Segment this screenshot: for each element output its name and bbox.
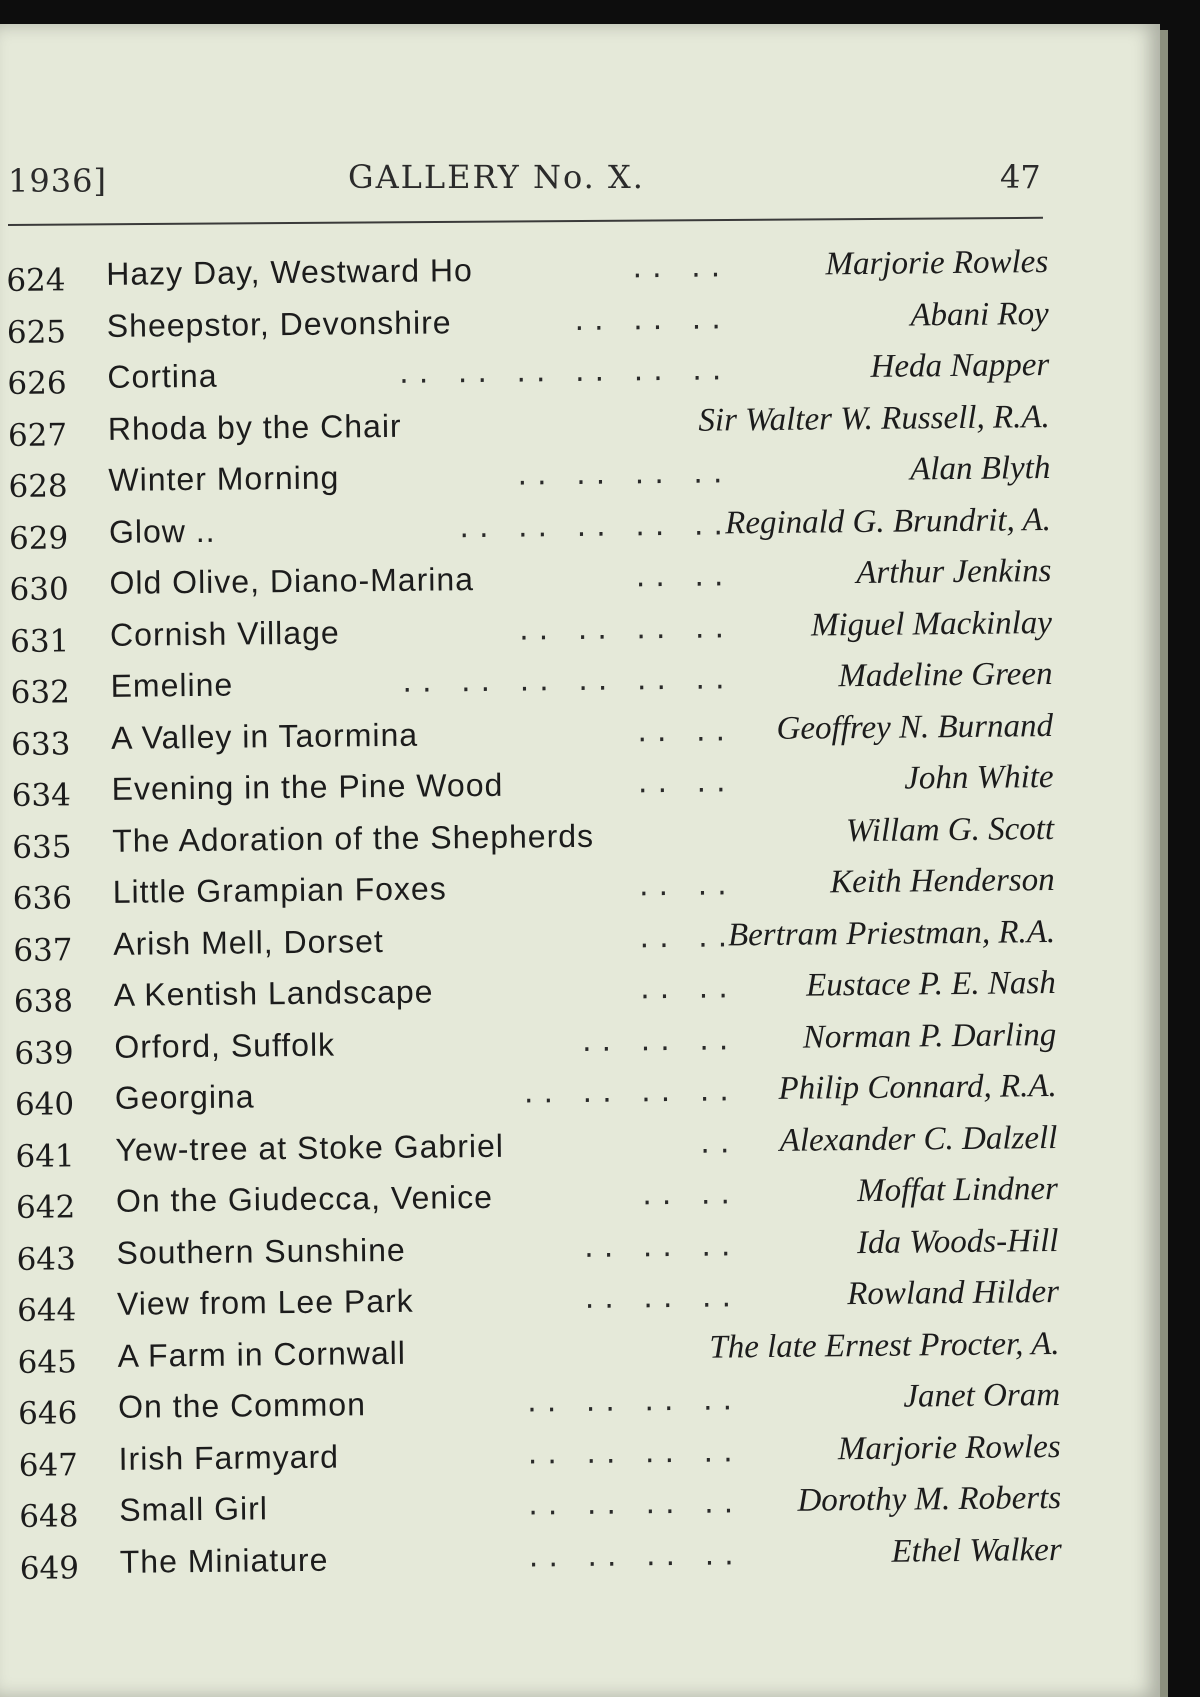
entry-title: Orford, Suffolk: [114, 1026, 336, 1065]
entry-number: 637: [13, 931, 73, 969]
entry-title: Evening in the Pine Wood: [111, 766, 504, 807]
entry-number: 626: [7, 365, 67, 402]
entry-leader-dots: .. .. ..: [584, 1279, 742, 1316]
entry-title: Winter Morning: [108, 459, 340, 498]
entry-leader-dots: .. .. .. .. .. ..: [399, 352, 732, 391]
entry-title: A Farm in Cornwall: [117, 1334, 407, 1374]
entry-title: Arish Mell, Dorset: [113, 922, 384, 962]
entry-artist: Moffat Lindner: [856, 1170, 1059, 1210]
entry-artist: Geoffrey N. Burnand: [776, 707, 1054, 747]
entry-artist: Janet Oram: [903, 1376, 1061, 1415]
entry-artist: The late Ernest Procter, A.: [709, 1325, 1060, 1366]
entry-leader-dots: .. .. .. ..: [527, 1433, 743, 1472]
entry-leader-dots: .. .. .. ..: [528, 1536, 744, 1575]
entry-leader-dots: .. ..: [642, 1176, 741, 1213]
entry-leader-dots: .. .. ..: [584, 1227, 741, 1265]
entry-artist: Rowland Hilder: [847, 1273, 1060, 1313]
entry-artist: Abani Roy: [910, 295, 1049, 333]
entry-number: 643: [16, 1240, 76, 1278]
entry-leader-dots: .. ..: [639, 918, 738, 955]
entry-title: On the Giudecca, Venice: [115, 1178, 494, 1219]
entry-leader-dots: .. ..: [637, 712, 736, 749]
entry-leader-dots: .. .. .. ..: [523, 1073, 740, 1111]
entry-title: The Miniature: [119, 1541, 329, 1580]
entry-leader-dots: .. .. .. .. ..: [459, 506, 734, 545]
entry-title: Old Olive, Diano-Marina: [109, 561, 475, 601]
entry-artist: John White: [904, 758, 1054, 797]
entry-title: Little Grampian Foxes: [112, 870, 447, 910]
entry-artist: Madeline Green: [838, 656, 1053, 695]
entry-leader-dots: .. .. .. .. .. ..: [402, 661, 735, 700]
page-edge: [1160, 30, 1168, 1697]
entry-artist: Keith Henderson: [829, 861, 1055, 901]
entry-number: 631: [9, 622, 70, 660]
entry-number: 639: [14, 1034, 74, 1072]
entry-number: 629: [8, 519, 69, 557]
header-title: GALLERY No. X.: [348, 158, 645, 196]
entry-number: 645: [17, 1343, 78, 1381]
entry-leader-dots: .. ..: [639, 970, 738, 1007]
entry-leader-dots: .. .. .. ..: [527, 1382, 743, 1420]
entry-leader-dots: .. .. ..: [581, 1021, 739, 1059]
entry-title: Irish Farmyard: [118, 1438, 340, 1477]
entry-list: [0, 237, 1174, 1588]
entry-number: 635: [12, 828, 72, 866]
entry-number: 647: [18, 1446, 79, 1484]
list-item: [13, 1524, 1173, 1588]
entry-artist: Marjorie Rowles: [837, 1428, 1061, 1467]
entry-number: 640: [14, 1086, 75, 1123]
entry-title: Rhoda by the Chair: [107, 407, 402, 447]
entry-artist: Ida Woods-Hill: [856, 1222, 1059, 1261]
entry-title: The Adoration of the Shepherds: [112, 817, 595, 859]
entry-leader-dots: .. .. .. ..: [517, 455, 733, 493]
entry-number: 644: [16, 1292, 77, 1329]
entry-number: 638: [13, 983, 74, 1020]
entry-title: Yew-tree at Stoke Gabriel: [115, 1127, 505, 1168]
entry-leader-dots: .. .. ..: [574, 300, 731, 338]
entry-title: Georgina: [114, 1078, 255, 1116]
entry-number: 633: [10, 725, 71, 763]
page-header: [0, 144, 1160, 204]
header-year: 1936]: [8, 162, 107, 200]
entry-artist: Philip Connard, R.A.: [778, 1067, 1058, 1107]
entry-number: 646: [18, 1395, 78, 1432]
entry-number: 627: [7, 416, 68, 454]
entry-title: Cortina: [107, 357, 218, 395]
entry-leader-dots: .. ..: [635, 558, 734, 595]
entry-artist: Heda Napper: [870, 347, 1050, 385]
entry-leader-dots: .. ..: [637, 764, 736, 801]
entry-leader-dots: .. ..: [632, 249, 731, 286]
entry-artist: Arthur Jenkins: [856, 553, 1052, 592]
entry-number: 641: [15, 1137, 75, 1175]
entry-number: 625: [6, 313, 67, 351]
entry-title: View from Lee Park: [116, 1282, 414, 1322]
entry-title: Glow ..: [108, 512, 216, 550]
entry-artist: Sir Walter W. Russell, R.A.: [698, 398, 1051, 439]
entry-title: A Valley in Taormina: [110, 716, 419, 756]
entry-artist: Ethel Walker: [891, 1531, 1062, 1570]
entry-number: 648: [19, 1498, 79, 1535]
entry-number: 634: [11, 777, 72, 814]
entry-artist: Bertram Priestman, R.A.: [727, 913, 1056, 953]
entry-title: Sheepstor, Devonshire: [106, 303, 452, 344]
entry-leader-dots: .. .. .. ..: [528, 1485, 744, 1523]
entry-artist: Willam G. Scott: [845, 810, 1055, 849]
entry-number: 649: [19, 1549, 80, 1587]
entry-leader-dots: .. .. .. ..: [518, 609, 735, 648]
entry-artist: Marjorie Rowles: [825, 244, 1049, 283]
entry-title: A Kentish Landscape: [113, 973, 434, 1013]
entry-title: On the Common: [117, 1386, 367, 1425]
entry-title: Southern Sunshine: [116, 1231, 406, 1271]
entry-artist: Miguel Mackinlay: [810, 604, 1053, 644]
entry-title: Hazy Day, Westward Ho: [106, 252, 474, 292]
entry-artist: Norman P. Darling: [802, 1016, 1057, 1056]
entry-number: 624: [6, 262, 66, 299]
entry-artist: Alexander C. Dalzell: [779, 1119, 1058, 1159]
catalogue-page: [0, 24, 1160, 1697]
entry-number: 630: [9, 571, 69, 608]
header-rule: [8, 217, 1043, 226]
entry-number: 632: [10, 674, 71, 711]
entry-artist: Dorothy M. Roberts: [797, 1479, 1062, 1519]
entry-title: Emeline: [110, 666, 234, 704]
entry-artist: Reginald G. Brundrit, A.: [725, 501, 1052, 541]
entry-artist: Eustace P. E. Nash: [805, 964, 1056, 1004]
entry-title: Cornish Village: [109, 613, 340, 653]
entry-number: 628: [8, 468, 68, 505]
entry-leader-dots: ..: [700, 1124, 740, 1161]
entry-leader-dots: .. ..: [638, 867, 737, 904]
header-page-number: 47: [1000, 158, 1041, 196]
entry-number: 636: [12, 880, 73, 917]
entry-number: 642: [15, 1189, 76, 1226]
entry-artist: Alan Blyth: [909, 450, 1051, 488]
entry-title: Small Girl: [119, 1490, 269, 1528]
